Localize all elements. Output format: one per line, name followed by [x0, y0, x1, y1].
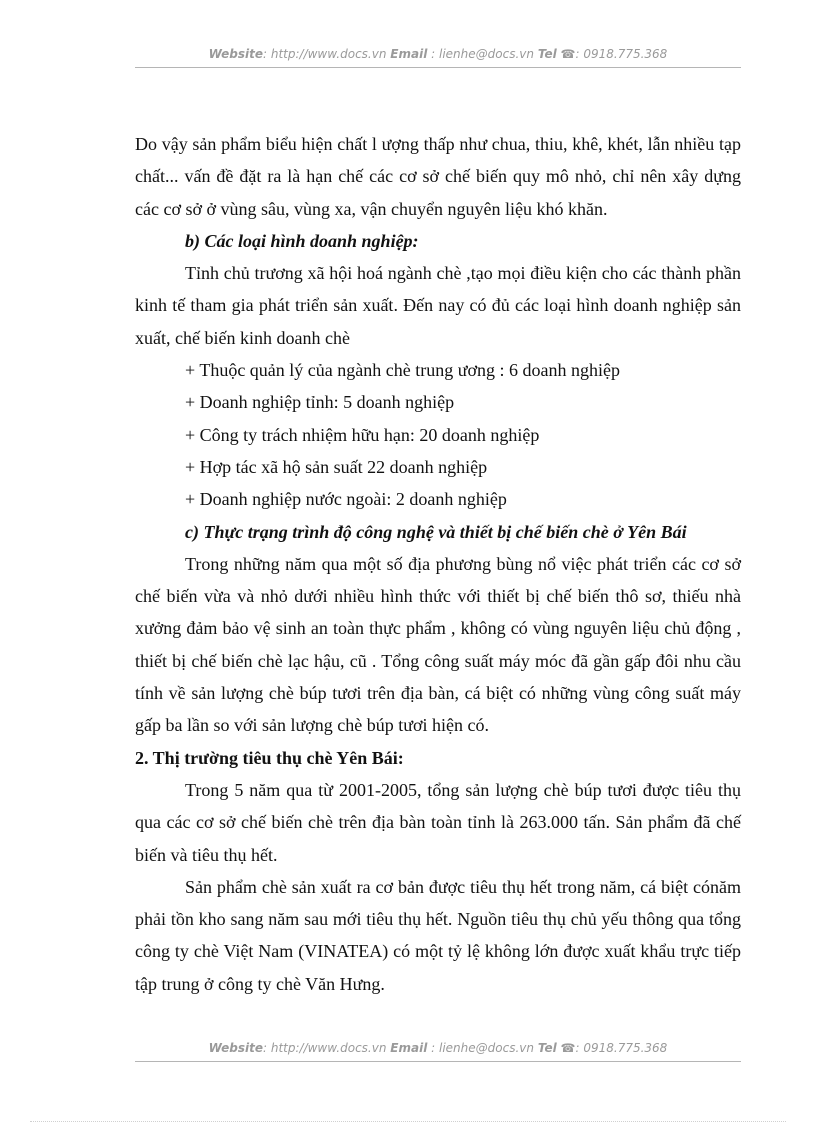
footer-rule [135, 1061, 741, 1062]
paragraph-5: Sản phẩm chè sản xuất ra cơ bản được tiêu thụ hết trong năm, cá biệt cónăm phải tồn kho sang năm sau mới tiêu thụ hết. Nguồn tiêu thụ chủ yếu thông qua tổng công ty chè Việt Nam (VINATEA) có một tỷ lệ không lớn được xuất khẩu trực tiếp tập trung ở công ty chè Văn Hưng. [135, 876, 741, 994]
list-item: + Hợp tác xã hộ sản suất 22 doanh nghiệp [185, 456, 488, 477]
paragraph-1: Do vậy sản phẩm biểu hiện chất l ượng thấp như chua, thiu, khê, khét, lẫn nhiều tạp chất... vấn đề đặt ra là hạn chế các cơ sở chế biến quy mô nhỏ, chỉ nên xây dựng các cơ sở ở vùng sâu, vùng xa, vận chuyển nguyên liệu khó khăn. [135, 134, 741, 219]
heading-c: c) Thực trạng trình độ công nghệ và thiết bị chế biến chè ở Yên Bái [185, 521, 687, 542]
list-item: + Doanh nghiệp tỉnh: 5 doanh nghiệp [185, 392, 455, 413]
list-item: + Công ty trách nhiệm hữu hạn: 20 doanh nghiệp [185, 424, 540, 445]
document-body [135, 128, 741, 1000]
page-header [135, 47, 741, 61]
heading-2: 2. Thị trường tiêu thụ chè Yên Bái: [135, 747, 404, 768]
email-label: Email [390, 47, 428, 61]
website-label: Website [208, 47, 263, 61]
website-url[interactable]: : http://www.docs.vn [263, 47, 387, 61]
paragraph-3: Trong những năm qua một số địa phương bùng nổ việc phát triển các cơ sở chế biến vừa và nhỏ dưới nhiều hình thức với thiết bị chế biến thô sơ, thiếu nhà xưởng đảm bảo vệ sinh an toàn thực phẩm , không có vùng nguyên liệu chủ động , thiết bị chế biến chè lạc hậu, cũ . Tổng công suất máy móc đã gần gấp đôi nhu cầu tính về sản lượng chè búp tươi trên địa bàn, cá biệt có những vùng công suất máy gấp ba lần so với sản lượng chè búp tươi hiện có. [135, 553, 741, 736]
heading-b: b) Các loại hình doanh nghiệp: [185, 230, 419, 251]
phone-icon: ☎ [560, 1041, 576, 1055]
website-label: Website [208, 1041, 263, 1055]
tel-label: Tel [537, 1041, 557, 1055]
list-item: + Thuộc quản lý của ngành chè trung ương : 6 doanh nghiệp [185, 360, 620, 381]
website-url[interactable]: : http://www.docs.vn [263, 1041, 387, 1055]
header-rule [135, 67, 741, 68]
email-address[interactable]: : lienhe@docs.vn [431, 47, 534, 61]
tel-number: : 0918.775.368 [575, 47, 668, 61]
tel-number: : 0918.775.368 [575, 1041, 668, 1055]
paragraph-2: Tỉnh chủ trương xã hội hoá ngành chè ,tạo mọi điều kiện cho các thành phần kinh tế tham gia phát triển sản xuất. Đến nay có đủ các loại hình doanh nghiệp sản xuất, chế biến kinh doanh chè [135, 263, 741, 348]
page-footer [135, 1041, 741, 1055]
page-bottom-dotted-divider [30, 1121, 786, 1122]
paragraph-4: Trong 5 năm qua từ 2001-2005, tổng sản lượng chè búp tươi được tiêu thụ qua các cơ sở chế biến chè trên địa bàn toàn tỉnh là 263.000 tấn. Sản phẩm đã chế biến và tiêu thụ hết. [135, 779, 741, 865]
tel-label: Tel [537, 47, 557, 61]
phone-icon: ☎ [560, 47, 576, 61]
email-address[interactable]: : lienhe@docs.vn [431, 1041, 534, 1055]
list-item: + Doanh nghiệp nước ngoài: 2 doanh nghiệp [185, 489, 507, 510]
email-label: Email [390, 1041, 428, 1055]
